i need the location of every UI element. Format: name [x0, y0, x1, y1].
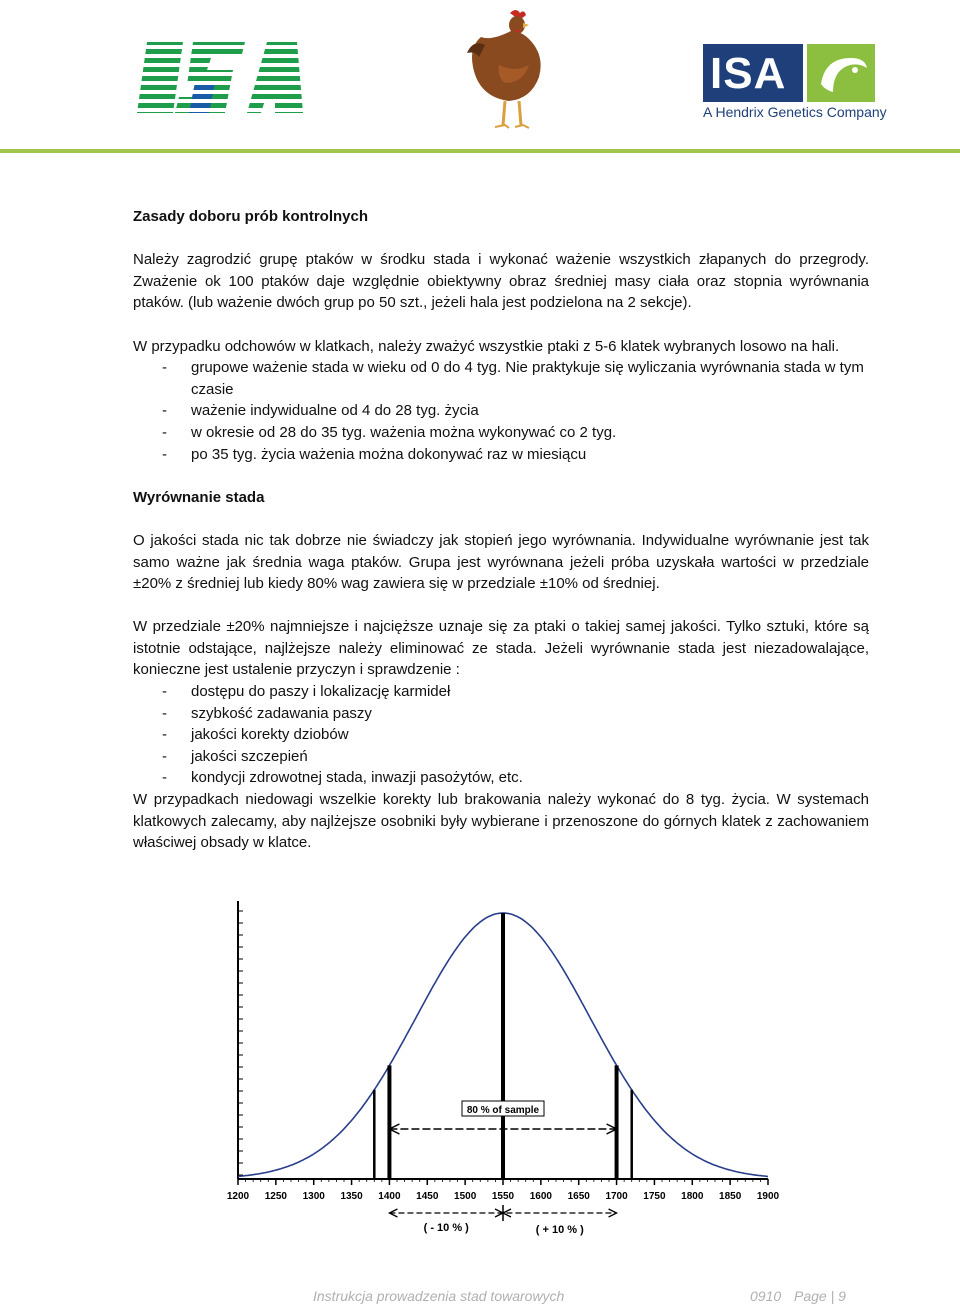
- x-tick-label: 1750: [643, 1191, 666, 1202]
- footer-code: 0910: [750, 1288, 782, 1304]
- list-item: - dostępu do paszy i lokalizację karmideł: [162, 683, 451, 701]
- isa-logo-swirl: [807, 44, 875, 102]
- isa-hendrix-logo: [703, 44, 887, 122]
- hen-illustration: [465, 5, 555, 135]
- section-heading-uniformity: Wyrównanie stada: [133, 488, 265, 506]
- page-header: [0, 0, 960, 155]
- x-tick-label: 1300: [302, 1191, 325, 1202]
- x-tick-label: 1900: [756, 1191, 780, 1202]
- isa-logo-block: [703, 44, 803, 102]
- uniformity-bell-curve-chart: [222, 893, 782, 1243]
- section-heading-sampling: Zasady doboru prób kontrolnych: [133, 208, 369, 225]
- list-item: - jakości szczepień: [162, 747, 308, 765]
- list-item: - szybkość zadawania paszy: [162, 704, 372, 722]
- paragraph: W przedziale ±20% najmniejsze i najcięższe uznaje się za ptaki o takiej samej jakości. Tylko sztuki, które są istotnie odstające, najlżejsze należy eliminować ze stada. Jeżeli wyrównanie stada jest niezadowalające, konieczne jest ustalenie przyczyn i sprawdzenie :: [133, 618, 869, 679]
- plus-10-label: ( + 10 % ): [535, 1224, 584, 1236]
- document-body: [133, 206, 869, 854]
- footer-page: Page | 9: [794, 1288, 846, 1304]
- swirl-icon: [807, 44, 875, 102]
- header-divider: [0, 149, 960, 153]
- paragraph: W przypadkach niedowagi wszelkie korekty lub brakowania należy wykonać do 8 tyg. życia. W systemach klatkowych zalecamy, aby najlżejsze osobniki były wybierane i przenoszone do górnych klatek z zachowaniem właściwej obsady w klatce.: [133, 791, 869, 852]
- footer-title: Instrukcja prowadzenia stad towarowych: [313, 1288, 565, 1304]
- logo-tagline: A Hendrix Genetics Company: [703, 104, 887, 120]
- hen-image: [465, 5, 555, 135]
- x-tick-label: 1550: [491, 1191, 515, 1202]
- x-tick-label: 1450: [416, 1191, 439, 1202]
- minus-10-label: ( - 10 % ): [423, 1222, 469, 1234]
- list-item: - grupowe ważenie stada w wieku od 0 do 4 tyg. Nie praktykuje się wyliczania wyrównania stada w tym czasie: [162, 359, 864, 398]
- list-item: - w okresie od 28 do 35 tyg. ważenia można wykonywać co 2 tyg.: [162, 423, 617, 441]
- sample-label: 80 % of sample: [466, 1105, 540, 1116]
- paragraph: O jakości stada nic tak dobrze nie świadczy jak stopień jego wyrównania. Indywidualne wyrównanie jest tak samo ważne jak średnia waga ptaków. Grupa jest wyrównana jeżeli próba uzyskała wartości w przedziale ±20% z średniej lub kiedy 80% wag zawiera się w przedziale ±10% od średniej.: [133, 531, 869, 593]
- paragraph: W przypadku odchowów w klatkach, należy zważyć wszystkie ptaki z 5-6 klatek wybranych losowo na hali.: [133, 337, 840, 355]
- x-tick-label: 1700: [605, 1191, 628, 1202]
- x-tick-label: 1350: [340, 1191, 363, 1202]
- x-tick-label: 1650: [567, 1191, 590, 1202]
- x-tick-label: 1800: [681, 1191, 704, 1202]
- list-item: - jakości korekty dziobów: [162, 726, 349, 744]
- x-tick-label: 1600: [529, 1191, 552, 1202]
- paragraph: Należy zagrodzić grupę ptaków w środku stada i wykonać ważenie wszystkich złapanych do przegrody. Zważenie ok 100 ptaków daje względnie obiektywny obraz średniej masy ciała oraz stopnia wyrównania ptaków. (lub ważenie dwóch grup po 50 szt., jeżeli hala jest podzielona na 2 sekcje).: [133, 251, 869, 312]
- x-tick-label: 1200: [226, 1191, 250, 1202]
- isa-striped-logo: [135, 40, 305, 115]
- x-tick-label: 1400: [378, 1191, 401, 1202]
- list-item: - kondycji zdrowotnej stada, inwazji pasożytów, etc.: [162, 769, 523, 787]
- list-item: - po 35 tyg. życia ważenia można dokonywać raz w miesiącu: [162, 445, 587, 463]
- isa-logo-text: ISA: [710, 49, 787, 98]
- list-item: - ważenie indywidualne od 4 do 28 tyg. życia: [162, 402, 479, 420]
- x-tick-label: 1850: [719, 1191, 742, 1202]
- x-tick-label: 1250: [264, 1191, 287, 1202]
- x-tick-label: 1500: [454, 1191, 477, 1202]
